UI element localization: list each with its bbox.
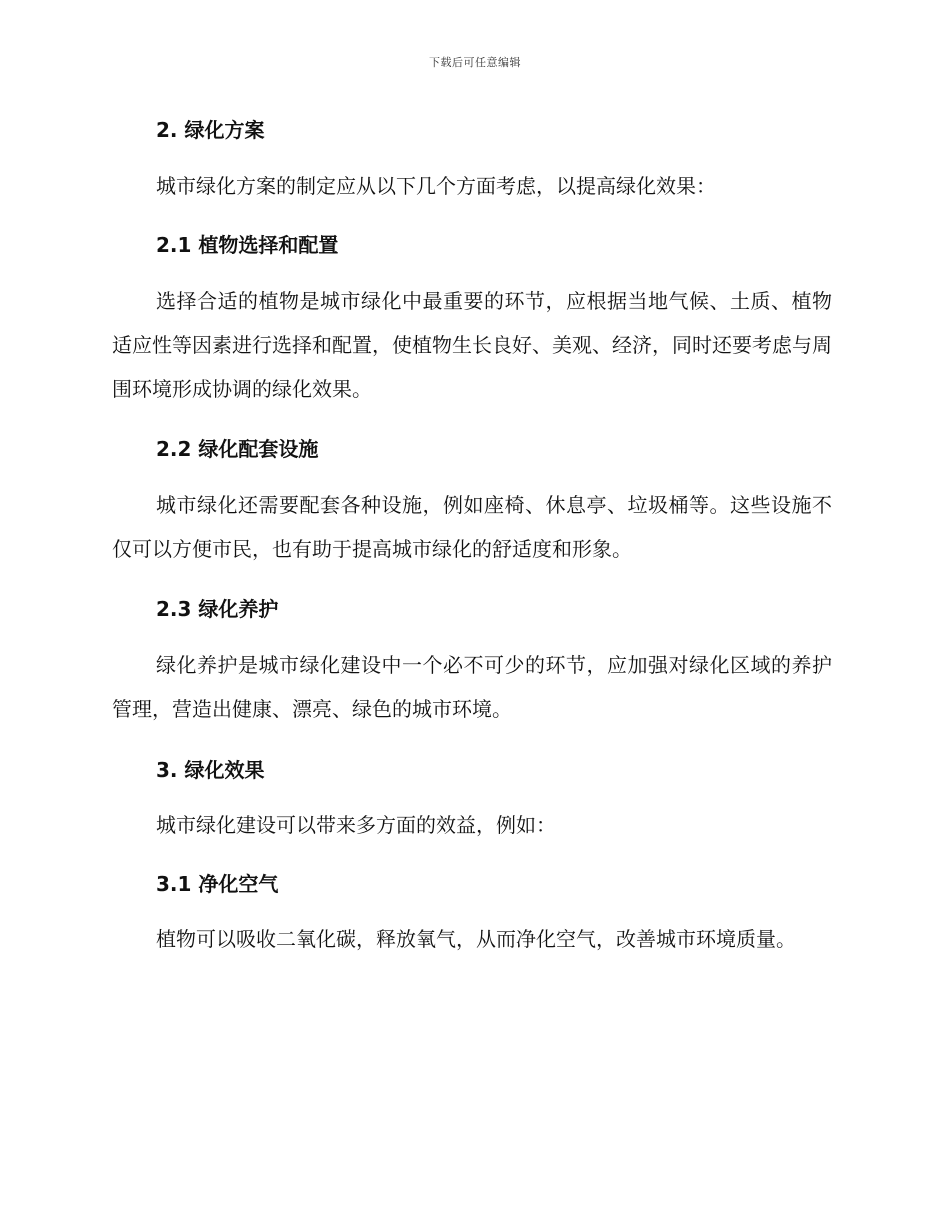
section-2-1-heading: 2.1 植物选择和配置 bbox=[156, 233, 339, 257]
section-2-2-heading: 2.2 绿化配套设施 bbox=[156, 437, 319, 461]
section-3-heading: 3. 绿化效果 bbox=[156, 758, 265, 782]
section-2-intro: 城市绿化方案的制定应从以下几个方面考虑，以提高绿化效果： bbox=[156, 174, 716, 198]
section-2-heading: 2. 绿化方案 bbox=[156, 118, 265, 142]
section-2-1-body: 选择合适的植物是城市绿化中最重要的环节，应根据当地气候、土质、植物适应性等因素进行选择和配置，使植物生长良好、美观、经济，同时还要考虑与周围环境形成协调的绿化效果。 bbox=[112, 289, 832, 401]
section-2-3-heading: 2.3 绿化养护 bbox=[156, 597, 279, 621]
section-3-intro: 城市绿化建设可以带来多方面的效益，例如： bbox=[156, 813, 556, 837]
section-2-3-body: 绿化养护是城市绿化建设中一个必不可少的环节，应加强对绿化区域的养护管理，营造出健康、漂亮、绿色的城市环境。 bbox=[112, 653, 832, 721]
section-3-1-body: 植物可以吸收二氧化碳，释放氧气，从而净化空气，改善城市环境质量。 bbox=[156, 927, 796, 951]
section-2-2-body: 城市绿化还需要配套各种设施，例如座椅、休息亭、垃圾桶等。这些设施不仅可以方便市民，也有助于提高城市绿化的舒适度和形象。 bbox=[112, 493, 832, 561]
page-header-note: 下载后可任意编辑 bbox=[429, 56, 521, 69]
section-3-1-heading: 3.1 净化空气 bbox=[156, 872, 279, 896]
